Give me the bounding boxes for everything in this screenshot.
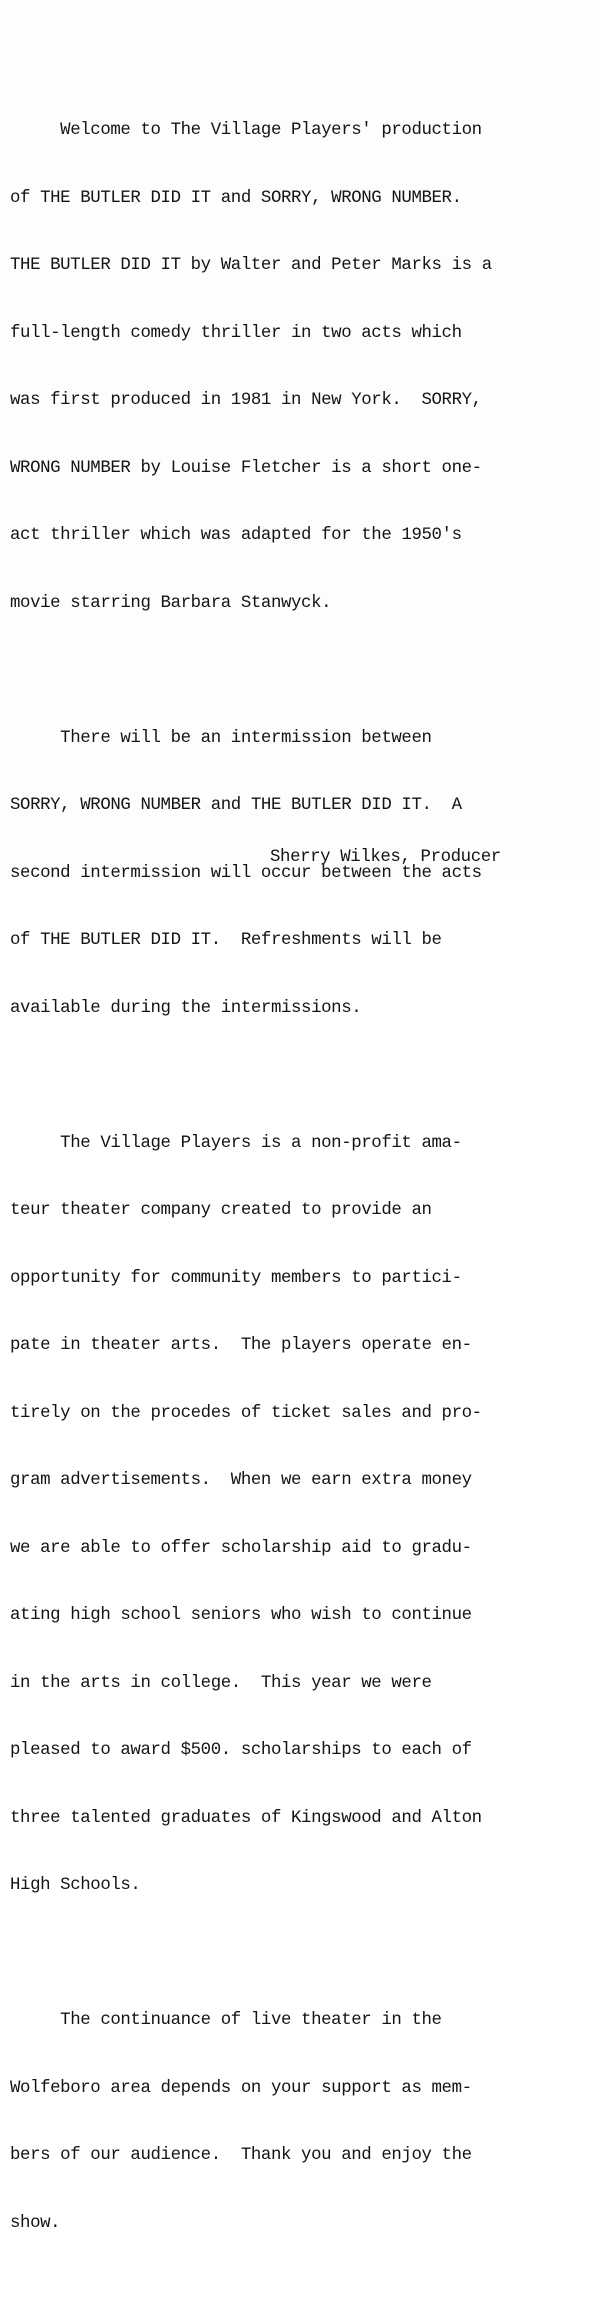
letter-body [10, 75, 590, 2303]
text-line: gram advertisements. When we earn extra money [10, 1471, 472, 1490]
text-line: WRONG NUMBER by Louise Fletcher is a short one- [10, 458, 482, 478]
text-line: The Village Players is a non-profit ama- [10, 1133, 462, 1153]
paragraph-intermission [10, 683, 590, 1066]
text-line: pate in theater arts. The players operate en- [10, 1336, 472, 1355]
text-line: second intermission will occur between the acts [10, 863, 482, 883]
text-line: of THE BUTLER DID IT and SORRY, WRONG NUMBER. [10, 188, 462, 208]
text-line: of THE BUTLER DID IT. Refreshments will be [10, 931, 442, 950]
producer-signature: Sherry Wilkes, Producer [270, 848, 501, 867]
paragraph-welcome [10, 75, 590, 660]
text-line: ating high school seniors who wish to continue [10, 1606, 472, 1625]
text-line: act thriller which was adapted for the 1950's [10, 526, 462, 545]
text-line: THE BUTLER DID IT by Walter and Peter Marks is a [10, 256, 492, 275]
paragraph-closing [10, 1965, 590, 2280]
text-line: SORRY, WRONG NUMBER and THE BUTLER DID IT. A [10, 796, 462, 815]
text-line: pleased to award $500. scholarships to each of [10, 1741, 472, 1760]
text-line: tirely on the procedes of ticket sales and pro- [10, 1403, 482, 1423]
text-line: teur theater company created to provide an [10, 1201, 432, 1220]
text-line: Wolfeboro area depends on your support as mem- [10, 2078, 472, 2098]
text-line: bers of our audience. Thank you and enjoy the [10, 2146, 472, 2165]
text-line: High Schools. [10, 1876, 141, 1895]
text-line: show. [10, 2213, 61, 2233]
text-line: was first produced in 1981 in New York. SORRY, [10, 391, 482, 410]
text-line: movie starring Barbara Stanwyck. [10, 593, 332, 613]
text-line: full-length comedy thriller in two acts which [10, 323, 462, 343]
text-line: There will be an intermission between [10, 728, 432, 748]
text-line: we are able to offer scholarship aid to gradu- [10, 1538, 472, 1558]
paragraph-about [10, 1088, 590, 1943]
text-line: three talented graduates of Kingswood and Alton [10, 1808, 482, 1828]
text-line: Welcome to The Village Players' production [10, 121, 482, 140]
text-line: The continuance of live theater in the [10, 2011, 442, 2030]
text-line: available during the intermissions. [10, 998, 362, 1018]
text-line: opportunity for community members to partici- [10, 1268, 462, 1288]
text-line: in the arts in college. This year we were [10, 1673, 432, 1693]
